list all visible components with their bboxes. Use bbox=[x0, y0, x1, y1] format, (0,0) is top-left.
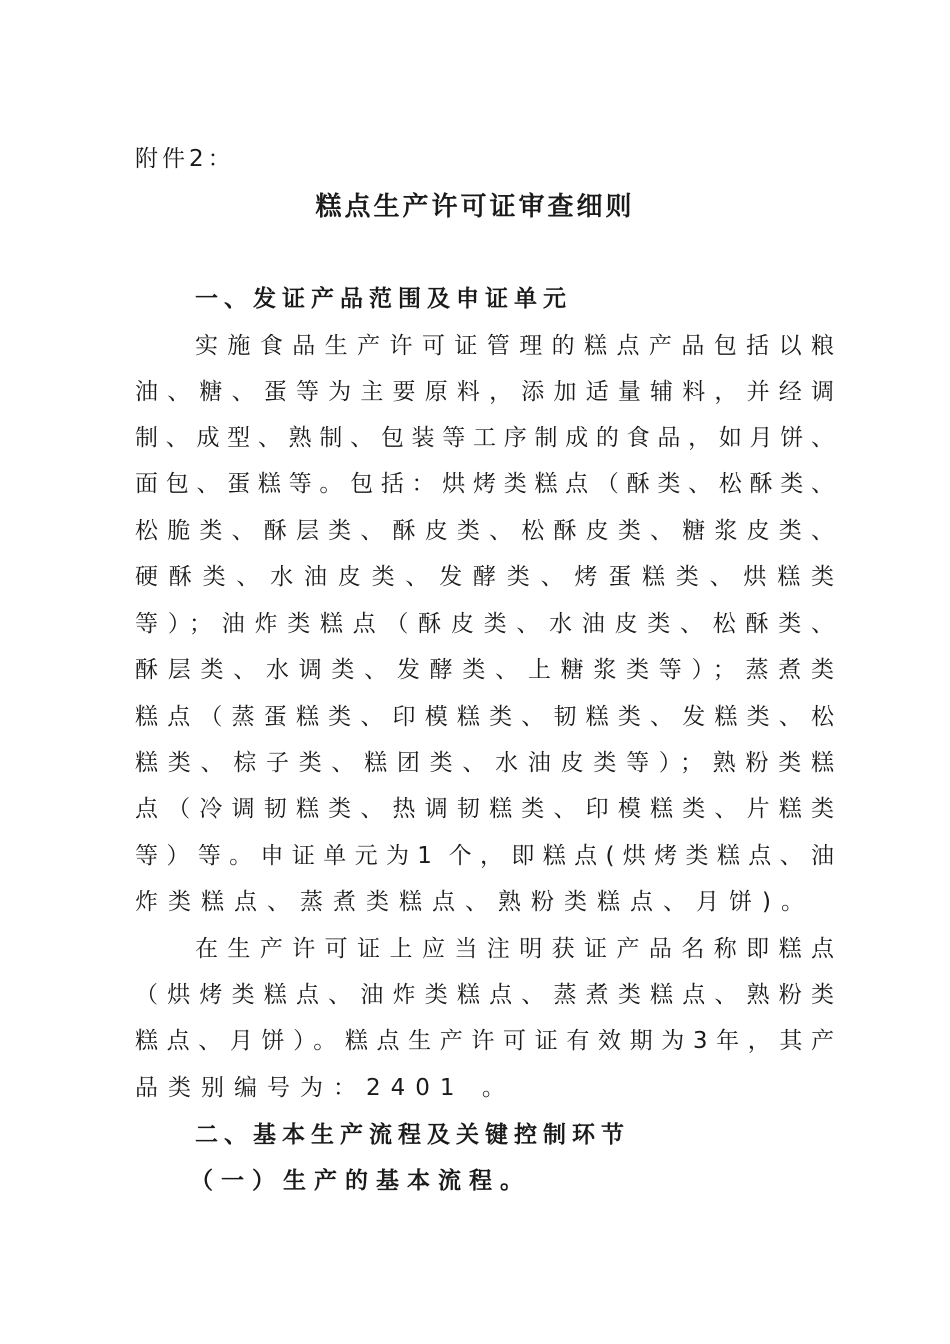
attachment-label: 附件2： bbox=[135, 146, 235, 172]
paragraph-line: 炸类糕点、蒸煮类糕点、熟粉类糕点、月饼)。 bbox=[135, 889, 814, 915]
paragraph-line: 品类别编号为：2401 。 bbox=[135, 1075, 515, 1101]
section2-heading: 二、基本生产流程及关键控制环节 bbox=[195, 1122, 630, 1148]
paragraph-line: 实施食品生产许可证管理的糕点产品包括以粮 bbox=[195, 333, 835, 359]
paragraph-line: 糕点、月饼）。糕点生产许可证有效期为3年，其产 bbox=[135, 1028, 835, 1054]
paragraph-line: 糕点（蒸蛋糕类、印模糕类、韧糕类、发糕类、松 bbox=[135, 704, 835, 730]
paragraph-line: 等）；油炸类糕点（酥皮类、水油皮类、松酥类、 bbox=[135, 611, 835, 637]
section1-heading: 一、发证产品范围及申证单元 bbox=[195, 286, 572, 312]
document-title: 糕点生产许可证审查细则 bbox=[315, 192, 635, 222]
paragraph-line: 面包、蛋糕等。包括：烘烤类糕点（酥类、松酥类、 bbox=[135, 471, 835, 497]
paragraph-line: 在生产许可证上应当注明获证产品名称即糕点 bbox=[195, 936, 835, 962]
paragraph-line: 点（冷调韧糕类、热调韧糕类、印模糕类、片糕类 bbox=[135, 796, 835, 822]
paragraph-line: （烘烤类糕点、油炸类糕点、蒸煮类糕点、熟粉类 bbox=[135, 982, 835, 1008]
paragraph-line: 酥层类、水调类、发酵类、上糖浆类等）；蒸煮类 bbox=[135, 657, 835, 683]
paragraph-line: 制、成型、熟制、包装等工序制成的食品，如月饼、 bbox=[135, 425, 835, 451]
paragraph-line: 松脆类、酥层类、酥皮类、松酥皮类、糖浆皮类、 bbox=[135, 518, 835, 544]
section2-subheading: （一）生产的基本流程。 bbox=[190, 1168, 531, 1194]
paragraph-line: 糕类、棕子类、糕团类、水油皮类等）；熟粉类糕 bbox=[135, 750, 835, 776]
paragraph-line: 硬酥类、水油皮类、发酵类、烤蛋糕类、烘糕类 bbox=[135, 564, 835, 590]
paragraph-line: 油、糖、蛋等为主要原料，添加适量辅料，并经调 bbox=[135, 379, 835, 405]
paragraph-line: 等）等。申证单元为1 个，即糕点(烘烤类糕点、油 bbox=[135, 843, 835, 869]
